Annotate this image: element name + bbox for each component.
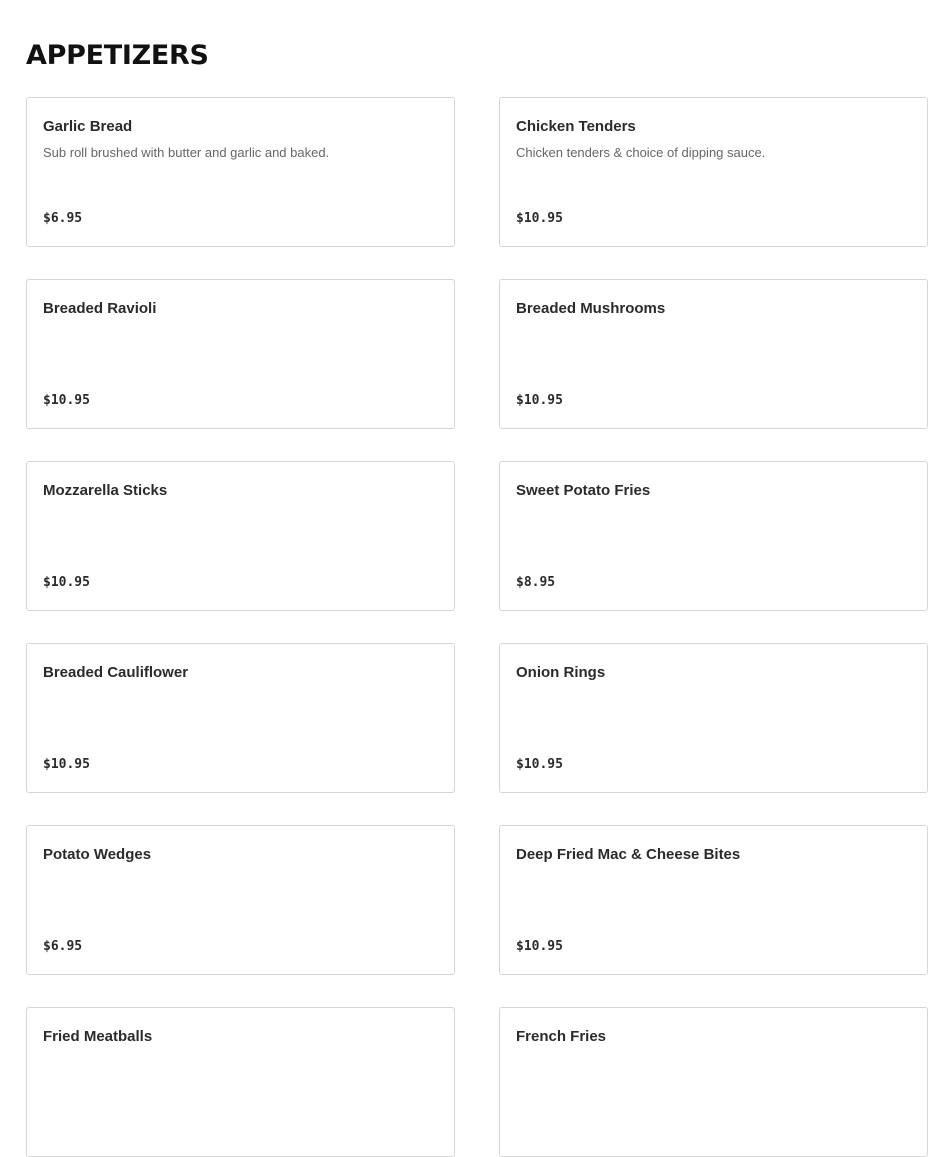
menu-item-card[interactable] [26,279,455,429]
menu-item-name: French Fries [516,1028,607,1045]
menu-item-name: Garlic Bread [43,118,133,135]
menu-item-card[interactable] [499,1007,928,1157]
menu-item-name: Mozzarella Sticks [43,482,168,499]
menu-item-price: $8.95 [516,575,556,590]
menu-item-card[interactable] [499,461,928,611]
menu-item-price: $10.95 [43,757,90,772]
menu-item-price: $10.95 [43,575,90,590]
menu-item-card[interactable] [499,643,928,793]
menu-item-price: $6.95 [43,939,83,954]
menu-item-name: Chicken Tenders [516,118,636,135]
menu-item-card[interactable] [26,825,455,975]
menu-item-card[interactable] [26,461,455,611]
menu-item-price: $10.95 [516,939,563,954]
menu-item-name: Deep Fried Mac & Cheese Bites [516,846,741,863]
menu-item-card[interactable] [499,825,928,975]
menu-item-name: Fried Meatballs [43,1028,153,1045]
menu-item-price: $10.95 [516,393,563,408]
menu-item-price: $6.95 [43,211,83,226]
menu-item-card[interactable] [499,279,928,429]
menu-item-name: Breaded Cauliflower [43,664,189,681]
menu-item-card[interactable] [26,97,455,247]
menu-items-grid [26,97,928,1157]
menu-item-card[interactable] [26,643,455,793]
menu-item-card[interactable] [26,1007,455,1157]
menu-item-card[interactable] [499,97,928,247]
menu-item-name: Breaded Ravioli [43,300,157,317]
menu-item-name: Onion Rings [516,664,606,681]
menu-item-description: Sub roll brushed with butter and garlic and baked. [43,145,330,160]
menu-item-name: Potato Wedges [43,846,152,863]
menu-item-description: Chicken tenders & choice of dipping sauce. [516,145,766,160]
menu-item-name: Breaded Mushrooms [516,300,666,317]
menu-item-price: $10.95 [43,393,90,408]
menu-item-price: $10.95 [516,757,563,772]
section-title: APPETIZERS [26,40,209,71]
menu-item-price: $10.95 [516,211,563,226]
menu-item-name: Sweet Potato Fries [516,482,651,499]
